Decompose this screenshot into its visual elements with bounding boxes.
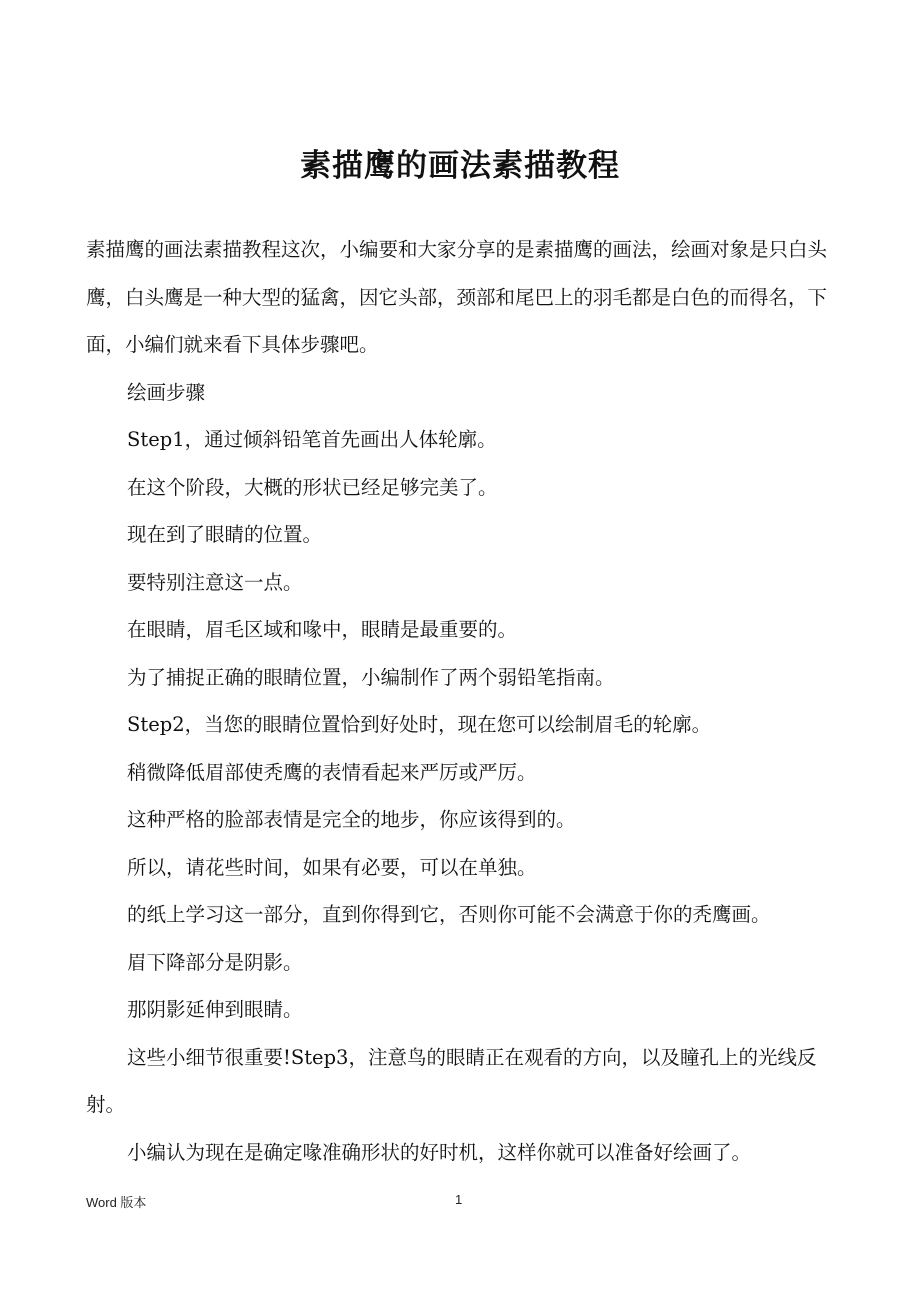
paragraph-step3: 这些小细节很重要!Step3，注意鸟的眼睛正在观看的方向，以及瞳孔上的光线反射。 [86,1045,817,1116]
intro-paragraph: 素描鹰的画法素描教程这次，小编要和大家分享的是素描鹰的画法，绘画对象是只白头鹰，白头鹰是一种大型的猛禽，因它头部，颈部和尾巴上的羽毛都是白色的而得名，下面，小编们就来看下具体步骤吧。 [86,238,828,356]
paragraph: 要特别注意这一点。 [127,570,303,594]
paragraph: 这种严格的脸部表情是完全的地步，你应该得到的。 [127,808,576,831]
footer-page-number: 1 [455,1192,463,1207]
paragraph-step2: Step2，当您的眼睛位置恰到好处时，现在您可以绘制眉毛的轮廓。 [127,713,712,736]
paragraph: 眉下降部分是阴影。 [127,950,303,974]
paragraph: 在这个阶段，大概的形状已经足够完美了。 [127,475,498,499]
paragraph-step1: Step1，通过倾斜铅笔首先画出人体轮廓。 [127,428,497,451]
paragraph: 稍微降低眉部使秃鹰的表情看起来严厉或严厉。 [127,760,537,784]
document-body [86,226,846,1176]
paragraph: 所以，请花些时间，如果有必要，可以在单独。 [127,855,537,879]
paragraph: 现在到了眼睛的位置。 [127,523,323,546]
paragraph: 那阴影延伸到眼睛。 [127,998,303,1021]
paragraph: 的纸上学习这一部分，直到你得到它，否则你可能不会满意于你的秃鹰画。 [127,903,771,926]
footer-version-label: Word 版本 [86,1195,147,1210]
paragraph: 小编认为现在是确定喙准确形状的好时机，这样你就可以准备好绘画了。 [127,1140,752,1164]
paragraph-steps-heading: 绘画步骤 [127,380,206,404]
page-title: 素描鹰的画法素描教程 [300,148,620,184]
paragraph: 为了捕捉正确的眼睛位置，小编制作了两个弱铅笔指南。 [127,665,615,689]
paragraph: 在眼睛，眉毛区域和喙中，眼睛是最重要的。 [127,618,518,641]
